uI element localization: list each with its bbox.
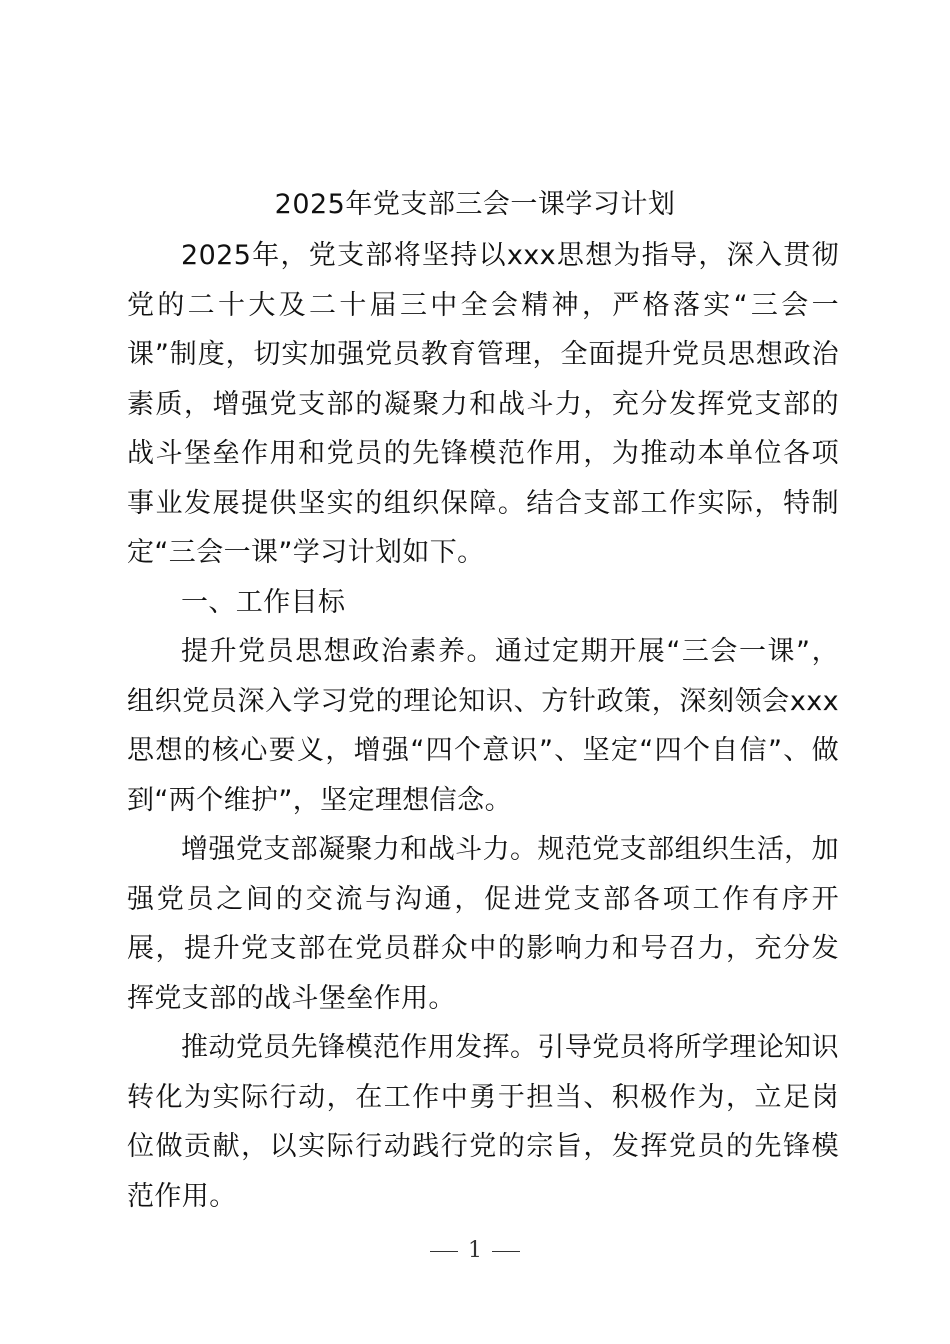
document-title: 2025年党支部三会一课学习计划 [274, 189, 676, 220]
goal-paragraph-3: 推动党员先锋模范作用发挥。引导党员将所学理论知识转化为实际行动，在工作中勇于担当、积极作为，立足岗位做贡献，以实际行动践行党的宗旨，发挥党员的先锋模范作用。 [127, 1032, 839, 1212]
goal-paragraph-1: 提升党员思想政治素养。通过定期开展“三会一课”，组织党员深入学习党的理论知识、方针政策，深刻领会xxx思想的核心要义，增强“四个意识”、坚定“四个自信”、做到“两个维护”，坚定理想信念。 [127, 636, 839, 816]
page-footer [0, 1236, 950, 1266]
goal-paragraph-2: 增强党支部凝聚力和战斗力。规范党支部组织生活，加强党员之间的交流与沟通，促进党支部各项工作有序开展，提升党支部在党员群众中的影响力和号召力，充分发挥党支部的战斗堡垒作用。 [127, 834, 839, 1014]
left-dash [430, 1251, 458, 1252]
section-heading: 一、工作目标 [181, 586, 346, 618]
document-body [127, 231, 839, 1221]
intro-paragraph: 2025年，党支部将坚持以xxx思想为指导，深入贯彻党的二十大及二十届三中全会精神，严格落实“三会一课”制度，切实加强党员教育管理，全面提升党员思想政治素质，增强党支部的凝聚力和战斗力，充分发挥党支部的战斗堡垒作用和党员的先锋模范作用，为推动本单位各项事业发展提供坚实的组织保障。结合支部工作实际，特制定“三会一课”学习计划如下。 [127, 240, 839, 568]
page-number: 1 [468, 1238, 482, 1263]
right-dash [492, 1251, 520, 1252]
